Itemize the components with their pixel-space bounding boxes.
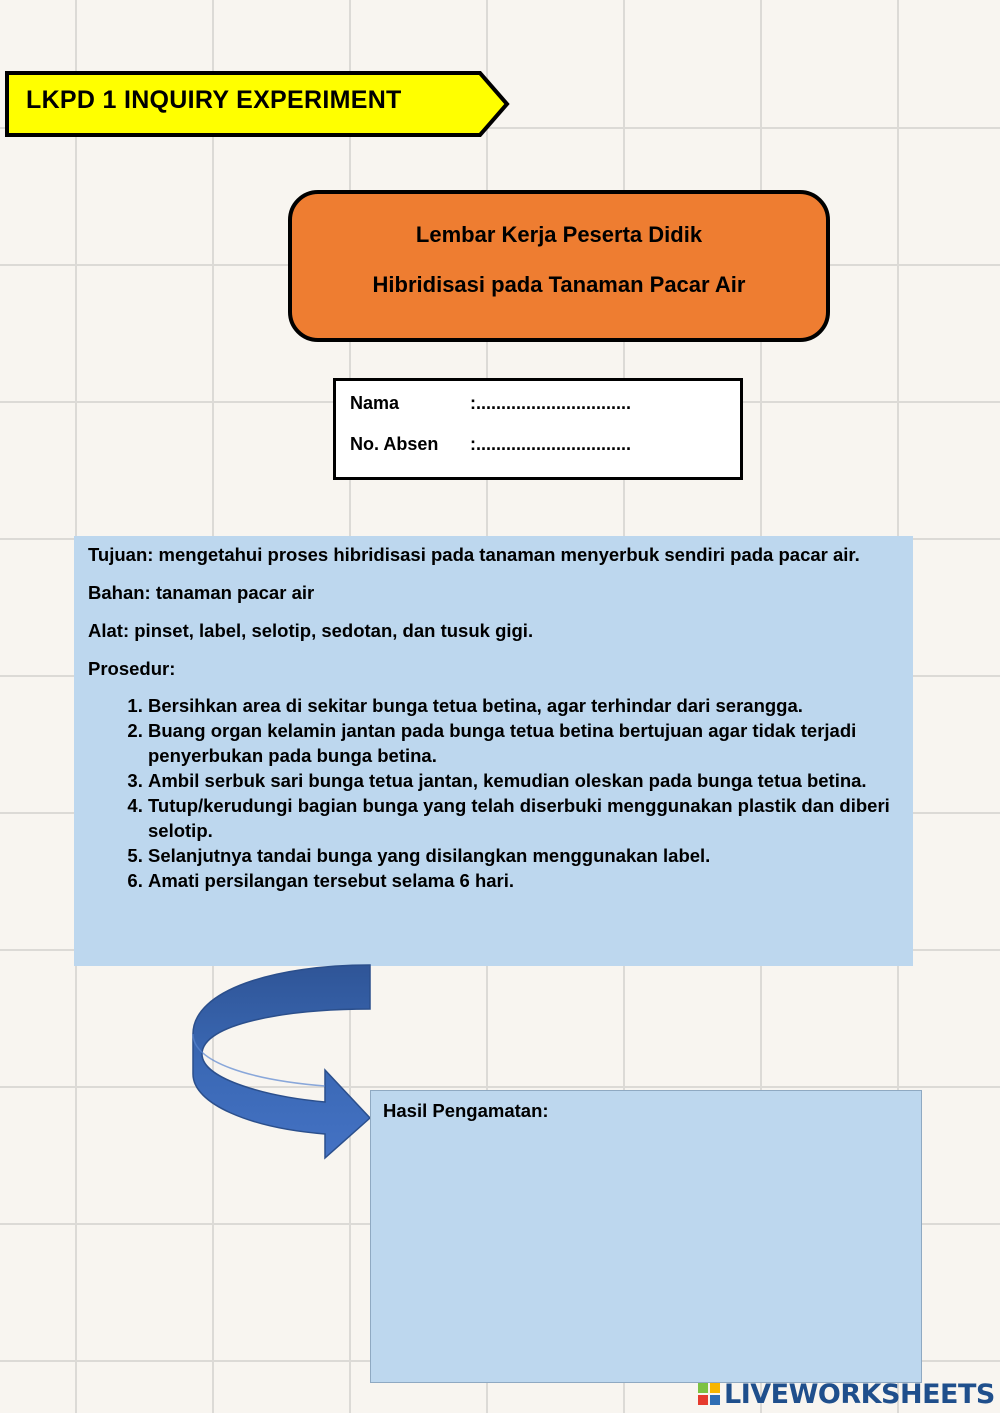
- header-banner: [4, 70, 512, 138]
- procedure-step: 5. Selanjutnya tandai bunga yang disilangkan menggunakan label.: [148, 843, 899, 868]
- banner-title: LKPD 1 INQUIRY EXPERIMENT: [26, 86, 402, 114]
- name-field[interactable]: :...............................: [470, 393, 632, 413]
- procedure-heading: Prosedur:: [88, 658, 176, 679]
- worksheet-title: Lembar Kerja Peserta Didik: [415, 222, 703, 247]
- liveworksheets-logo-icon: [697, 1382, 721, 1406]
- procedure-step: 2. Buang organ kelamin jantan pada bunga tetua betina bertujuan agar tidak terjadi penyerbukan pada bunga betina.: [148, 718, 899, 768]
- watermark-text: LIVEWORKSHEETS: [724, 1378, 995, 1410]
- name-row: [350, 393, 631, 414]
- curved-arrow-icon: [190, 962, 380, 1162]
- procedure-step: 6. Amati persilangan tersebut selama 6 hari.: [148, 868, 899, 893]
- observation-results-box[interactable]: [370, 1090, 922, 1383]
- liveworksheets-watermark: [697, 1378, 995, 1410]
- name-label: Nama: [350, 393, 400, 413]
- absen-label: No. Absen: [350, 434, 439, 454]
- absen-field[interactable]: :...............................: [470, 434, 632, 454]
- results-label: Hasil Pengamatan:: [383, 1100, 549, 1121]
- objective-text: Tujuan: mengetahui proses hibridisasi pada tanaman menyerbuk sendiri pada pacar air.: [88, 544, 860, 565]
- procedure-list: [148, 693, 899, 893]
- instructions-panel: [74, 536, 913, 966]
- absen-row: [350, 434, 631, 455]
- procedure-step: 4. Tutup/kerudungi bagian bunga yang telah diserbuki menggunakan plastik dan diberi selotip.: [148, 793, 899, 843]
- worksheet-subtitle: Hibridisasi pada Tanaman Pacar Air: [372, 272, 746, 297]
- materials-text: Bahan: tanaman pacar air: [88, 582, 315, 603]
- procedure-step: 3. Ambil serbuk sari bunga tetua jantan, kemudian oleskan pada bunga tetua betina.: [148, 768, 899, 793]
- tools-text: Alat: pinset, label, selotip, sedotan, dan tusuk gigi.: [88, 620, 534, 641]
- procedure-step: 1. Bersihkan area di sekitar bunga tetua betina, agar terhindar dari serangga.: [148, 693, 899, 718]
- worksheet-title-box: [288, 190, 830, 342]
- student-identity-box: [333, 378, 743, 480]
